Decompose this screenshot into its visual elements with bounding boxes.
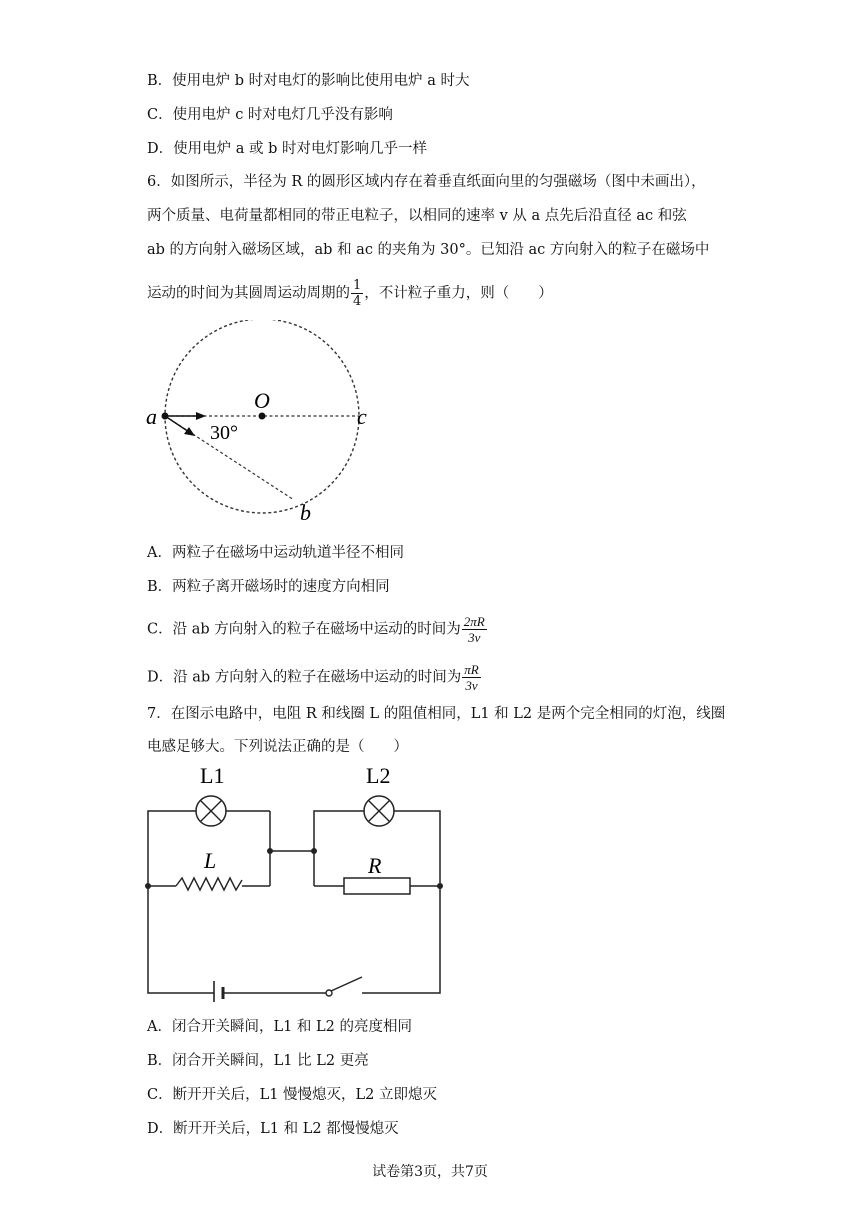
q7-resistor-r (344, 878, 410, 894)
q5-option-c: C．使用电炉 c 时对电灯几乎没有影响 (147, 107, 393, 123)
q7-wire-l2-branch-left (314, 811, 364, 886)
q6-velocity-arrow-ab (165, 416, 189, 432)
q5-option-d: D．使用电炉 a 或 b 时对电灯影响几乎一样 (147, 141, 427, 157)
q6-option-b: B．两粒子离开磁场时的速度方向相同 (147, 579, 390, 595)
q6-stem-line1: 6．如图所示，半径为 R 的圆形区域内存在着垂直纸面向里的匀强磁场（图中未画出）， (147, 174, 706, 190)
q7-wire-outer-left (148, 886, 214, 993)
q7-inductor-coil (176, 878, 242, 890)
q7-label-resistor-r: R (368, 853, 382, 878)
q6-option-d-fraction (462, 662, 480, 693)
q6-stem-line4-pre: 运动的时间为其圆周运动周期的 (147, 285, 350, 302)
q7-stem-line1: 7．在图示电路中，电阻 R 和线圈 L 的阻值相同，L1 和 L2 是两个完全相同的灯泡，线圈 (147, 706, 726, 722)
q6-label-o: O (254, 388, 270, 413)
q6-stem-line3: ab 的方向射入磁场区域，ab 和 ac 的夹角为 30°。已知沿 ac 方向射入的粒子在磁场中 (147, 242, 710, 258)
q6-option-c (147, 614, 488, 645)
q6-option-c-fraction (462, 614, 487, 645)
q6-label-b: b (300, 500, 311, 525)
q7-wire-l1-branch (148, 811, 196, 886)
q7-switch-blade (331, 977, 362, 991)
q7-circuit-figure (140, 762, 450, 1002)
q6-arrowhead-ac (196, 412, 206, 420)
q6-option-a: A．两粒子在磁场中运动轨道半径不相同 (147, 545, 404, 561)
q7-wire-l2-branch-right (394, 811, 440, 886)
q6-fraction-quarter (351, 278, 363, 309)
q6-option-d-text: D．沿 ab 方向射入的粒子在磁场中运动的时间为 (147, 669, 462, 686)
q6-stem-line2: 两个质量、电荷量都相同的带正电粒子，以相同的速率 v 从 a 点先后沿直径 ac 和弦 (147, 208, 687, 224)
q6-fraction-num: 1 (353, 278, 362, 293)
q6-stem-line4-post: ，不计粒子重力，则（ ） (364, 285, 553, 302)
q7-label-l2-text: L2 (366, 763, 391, 788)
q6-option-c-text: C．沿 ab 方向射入的粒子在磁场中运动的时间为 (147, 621, 461, 638)
q7-option-b: B．闭合开关瞬间，L1 比 L2 更亮 (147, 1053, 369, 1069)
q7-option-c: C．断开开关后，L1 慢慢熄灭，L2 立即熄灭 (147, 1087, 438, 1103)
q7-stem-line2: 电感足够大。下列说法正确的是（ ） (147, 739, 408, 755)
q6-option-c-num: 2πR (463, 614, 485, 629)
q7-label-coil-l: L (204, 848, 217, 873)
page-footer: 试卷第3页，共7页 (372, 1164, 488, 1180)
q6-option-d-den: 3v (465, 678, 478, 693)
q7-node-middle-left (267, 848, 273, 854)
q6-option-d-num: πR (464, 662, 479, 677)
q7-label-l1 (200, 763, 224, 788)
q7-option-a: A．闭合开关瞬间，L1 和 L2 的亮度相同 (147, 1019, 413, 1035)
q6-option-c-den: 3v (468, 630, 481, 645)
q7-label-l2 (366, 763, 390, 788)
q6-option-d (147, 662, 482, 693)
q6-arrowhead-ab (184, 427, 195, 436)
q6-fraction-den: 4 (353, 294, 362, 309)
q5-option-b: B．使用电炉 b 时对电灯的影响比使用电炉 a 时大 (147, 73, 470, 89)
q6-angle-label: 30° (210, 422, 238, 444)
q6-magnetic-field-figure (140, 320, 380, 528)
q6-point-o (259, 413, 266, 420)
q7-option-d: D．断开开关后，L1 和 L2 都慢慢熄灭 (147, 1121, 399, 1137)
q7-label-l1-text: L1 (200, 763, 225, 788)
q6-label-a: a (146, 404, 157, 429)
q6-label-c: c (357, 404, 367, 429)
q7-wire-outer-right (362, 886, 440, 993)
q6-stem-line4 (147, 278, 553, 309)
